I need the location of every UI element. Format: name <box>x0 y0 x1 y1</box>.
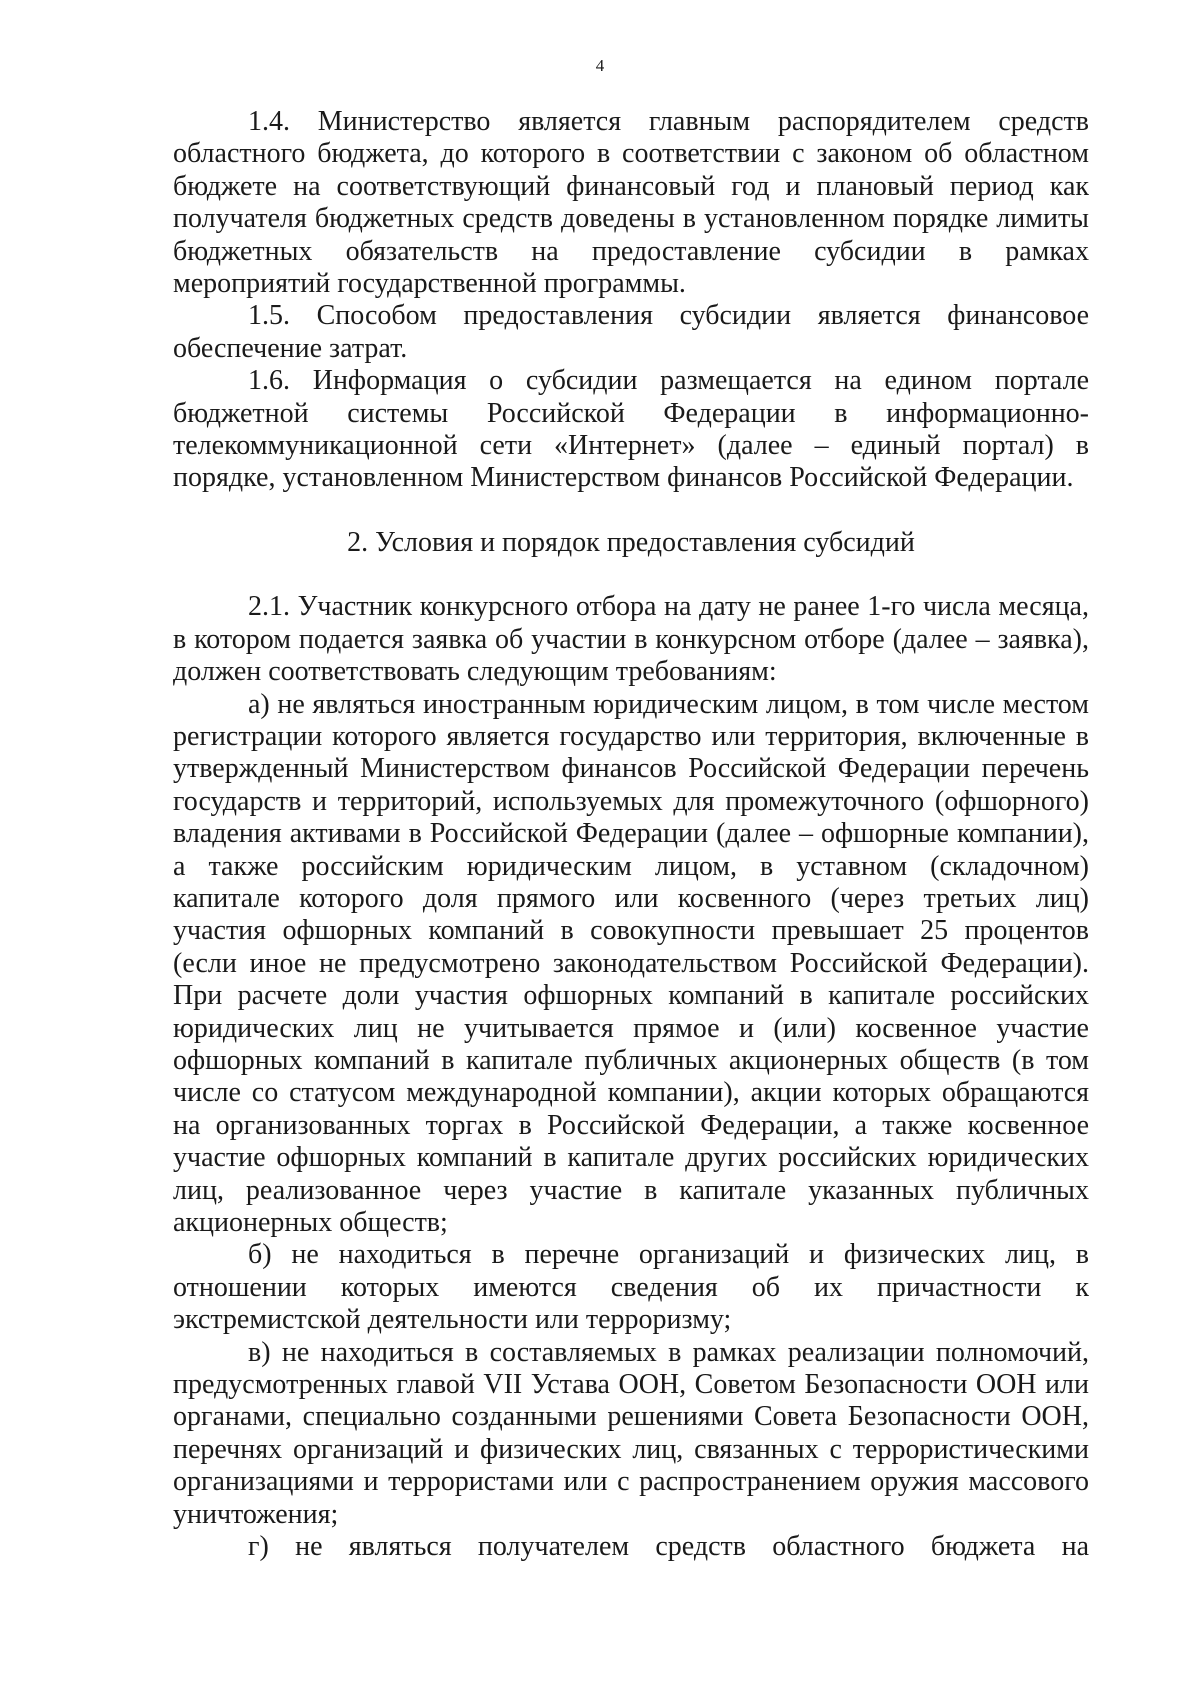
paragraph-2-1-g: г) не являться получателем средств областного бюджета на <box>248 1531 1089 1563</box>
paragraph-2-1: 2.1. Участник конкурсного отбора на дату не ранее 1-го числа месяца, в котором подается заявка об участии в конкурсном отборе (далее – заявка), должен соответствовать следующим требованиям: <box>173 591 1089 688</box>
paragraph-1-5: 1.5. Способом предоставления субсидии является финансовое обеспечение затрат. <box>173 300 1089 364</box>
paragraph-2-1-v: в) не находиться в составляемых в рамках реализации полномочий, предусмотренных главой VII Устава ООН, Советом Безопасности ООН или органами, специально созданными решениями Совета Безопасности ООН, перечнях организаций и физических лиц, связанных с террористическими организациями и террористами или с распространением оружия массового уничтожения; <box>173 1336 1089 1530</box>
document-body <box>173 106 1089 1563</box>
paragraph-1-6: 1.6. Информация о субсидии размещается на едином портале бюджетной системы Российской Федерации в информационно-телекоммуникационной сети «Интернет» (далее – единый портал) в порядке, установленном Министерством финансов Российской Федерации. <box>173 365 1089 494</box>
paragraph-1-4: 1.4. Министерство является главным распорядителем средств областного бюджета, до которого в соответствии с законом об областном бюджете на соответствующий финансовый год и плановый период как получателя бюджетных средств доведены в установленном порядке лимиты бюджетных обязательств на предоставление субсидии в рамках мероприятий государственной программы. <box>173 106 1089 300</box>
page-number: 4 <box>595 56 605 75</box>
paragraph-2-1-a: а) не являться иностранным юридическим лицом, в том числе местом регистрации которого является государство или территория, включенные в утвержденный Министерством финансов Российской Федерации перечень государств и территорий, используемых для промежуточного (офшорного) владения активами в Российской Федерации (далее – офшорные компании), а также российским юридическим лицом, в уставном (складочном) капитале которого доля прямого или косвенного (через третьих лиц) участия офшорных компаний в совокупности превышает 25 процентов (если иное не предусмотрено законодательством Российской Федерации). При расчете доли участия офшорных компаний в капитале российских юридических лиц не учитывается прямое и (или) косвенное участие офшорных компаний в капитале публичных акционерных обществ (в том числе со статусом международной компании), акции которых обращаются на организованных торгах в Российской Федерации, а также косвенное участие офшорных компаний в капитале других российских юридических лиц, реализованное через участие в капитале указанных публичных акционерных обществ; <box>173 688 1089 1238</box>
section-heading: 2. Условия и порядок предоставления субсидий <box>347 526 915 558</box>
paragraph-2-1-b: б) не находиться в перечне организаций и физических лиц, в отношении которых имеются сведения об их причастности к экстремистской деятельности или терроризму; <box>173 1239 1089 1336</box>
